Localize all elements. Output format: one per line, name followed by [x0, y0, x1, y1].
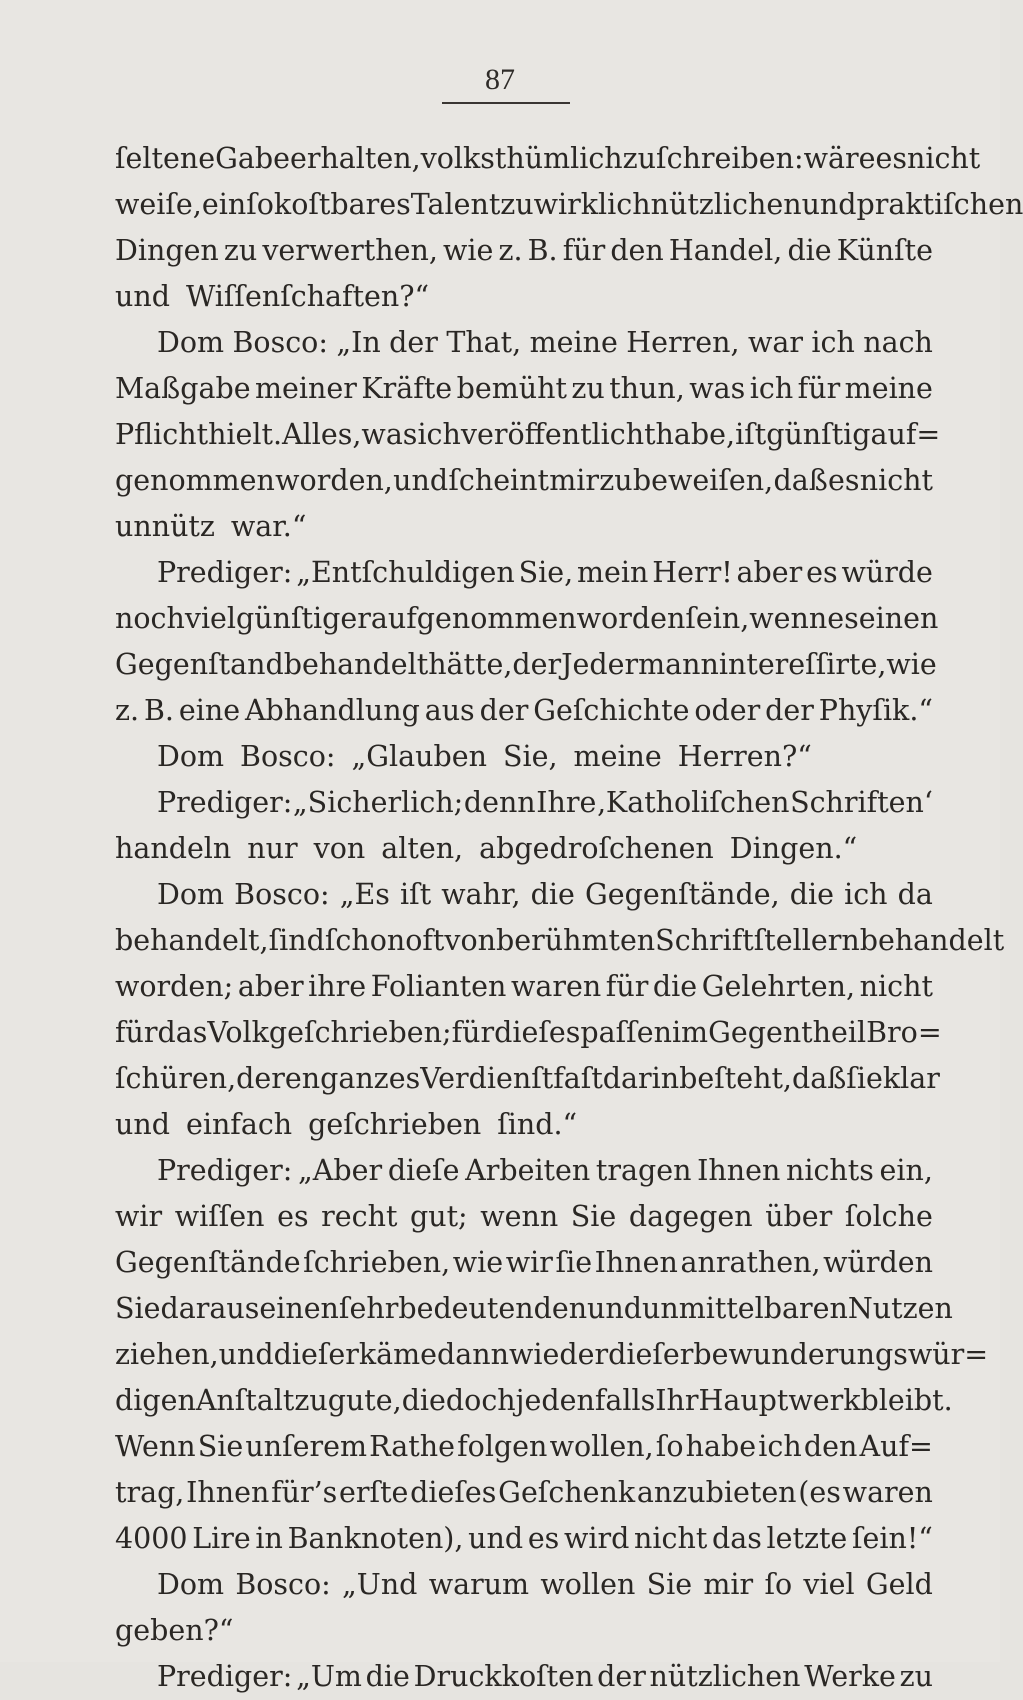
text-line: ziehen, und dieſer käme dann wieder dieſer bewunderungswür= — [115, 1338, 989, 1371]
text-line: Prediger: „Entſchuldigen Sie, mein Herr! aber es würde — [157, 556, 933, 589]
text-line: z. B. eine Abhandlung aus der Geſchichte oder der Phyſik.“ — [115, 694, 933, 727]
page-number: 87 — [485, 63, 515, 96]
text-line: 4000 Lire in Banknoten), und es wird nicht das letzte ſein!“ — [115, 1522, 933, 1555]
text-line: Prediger: „Aber dieſe Arbeiten tragen Ihnen nichts ein, — [157, 1154, 933, 1187]
text-line: trag, Ihnen für’s erſte dieſes Geſchenk anzubieten (es waren — [115, 1476, 933, 1509]
text-line: geben?“ — [115, 1614, 234, 1647]
text-line: ſchüren, deren ganzes Verdienſt faſt darin beſteht, daß ſie klar — [115, 1062, 940, 1095]
text-line: digen Anſtalt zu gute, die doch jedenfalls Ihr Hauptwerk bleibt. — [115, 1384, 953, 1417]
text-line: Dom Bosco: „Es iſt wahr, die Gegenſtände, die ich da — [157, 878, 933, 911]
text-line: Dingen zu verwerthen, wie z. B. für den Handel, die Künſte — [115, 234, 933, 267]
text-line: Pflicht hielt. Alles, was ich veröffentlicht habe, iſt günſtig auf= — [115, 418, 941, 451]
text-line: Dom Bosco: „Glauben Sie, meine Herren?“ — [157, 740, 812, 773]
text-line: noch viel günſtiger aufgenommen worden ſein, wenn es einen — [115, 602, 939, 635]
text-line: weiſe, ein ſo koſtbares Talent zu wirklich nützlichen und praktiſchen — [115, 188, 1023, 221]
text-line: Maßgabe meiner Kräfte bemüht zu thun, was ich für meine — [115, 372, 933, 405]
text-line: für das Volk geſchrieben; für dieſes paſſen im Gegentheil Bro= — [115, 1016, 942, 1049]
text-line: ſeltene Gabe erhalten, volksthümlich zu ſchreiben: wäre es nicht — [115, 142, 981, 175]
text-line: Dom Bosco: „In der That, meine Herren, war ich nach — [157, 326, 933, 359]
text-line: Sie daraus einen ſehr bedeutenden und unmittelbaren Nutzen — [115, 1292, 953, 1325]
text-line: Gegenſtand behandelt hätte, der Jedermann intereſſirte, wie — [115, 648, 937, 681]
text-line: wir wiſſen es recht gut; wenn Sie dagegen über ſolche — [115, 1200, 933, 1233]
text-line: und einfach geſchrieben ſind.“ — [115, 1108, 578, 1141]
text-line: Prediger: „Sicherlich; denn Ihre ‚Katholiſchen Schriften‘ — [157, 786, 933, 819]
page-header — [0, 62, 1000, 98]
text-line: unnütz war.“ — [115, 510, 307, 543]
header-rule — [442, 102, 570, 104]
text-line: und Wiſſenſchaften?“ — [115, 280, 430, 313]
text-line: Gegenſtände ſchrieben, wie wir ſie Ihnen anrathen, würden — [115, 1246, 933, 1279]
text-line: Wenn Sie unſerem Rathe folgen wollen, ſo habe ich den Auf= — [115, 1430, 933, 1463]
body-text — [115, 136, 1023, 1700]
text-line: genommen worden, und ſcheint mir zu beweiſen, daß es nicht — [115, 464, 933, 497]
text-line: behandelt, ſind ſchon oft von berühmten Schriftſtellern behandelt — [115, 924, 1005, 957]
text-line: Prediger: „Um die Druckkoſten der nützlichen Werke zu — [157, 1660, 933, 1693]
text-line: handeln nur von alten, abgedroſchenen Dingen.“ — [115, 832, 858, 865]
text-line: Dom Bosco: „Und warum wollen Sie mir ſo viel Geld — [157, 1568, 933, 1601]
text-line: worden; aber ihre Folianten waren für die Gelehrten, nicht — [115, 970, 933, 1003]
